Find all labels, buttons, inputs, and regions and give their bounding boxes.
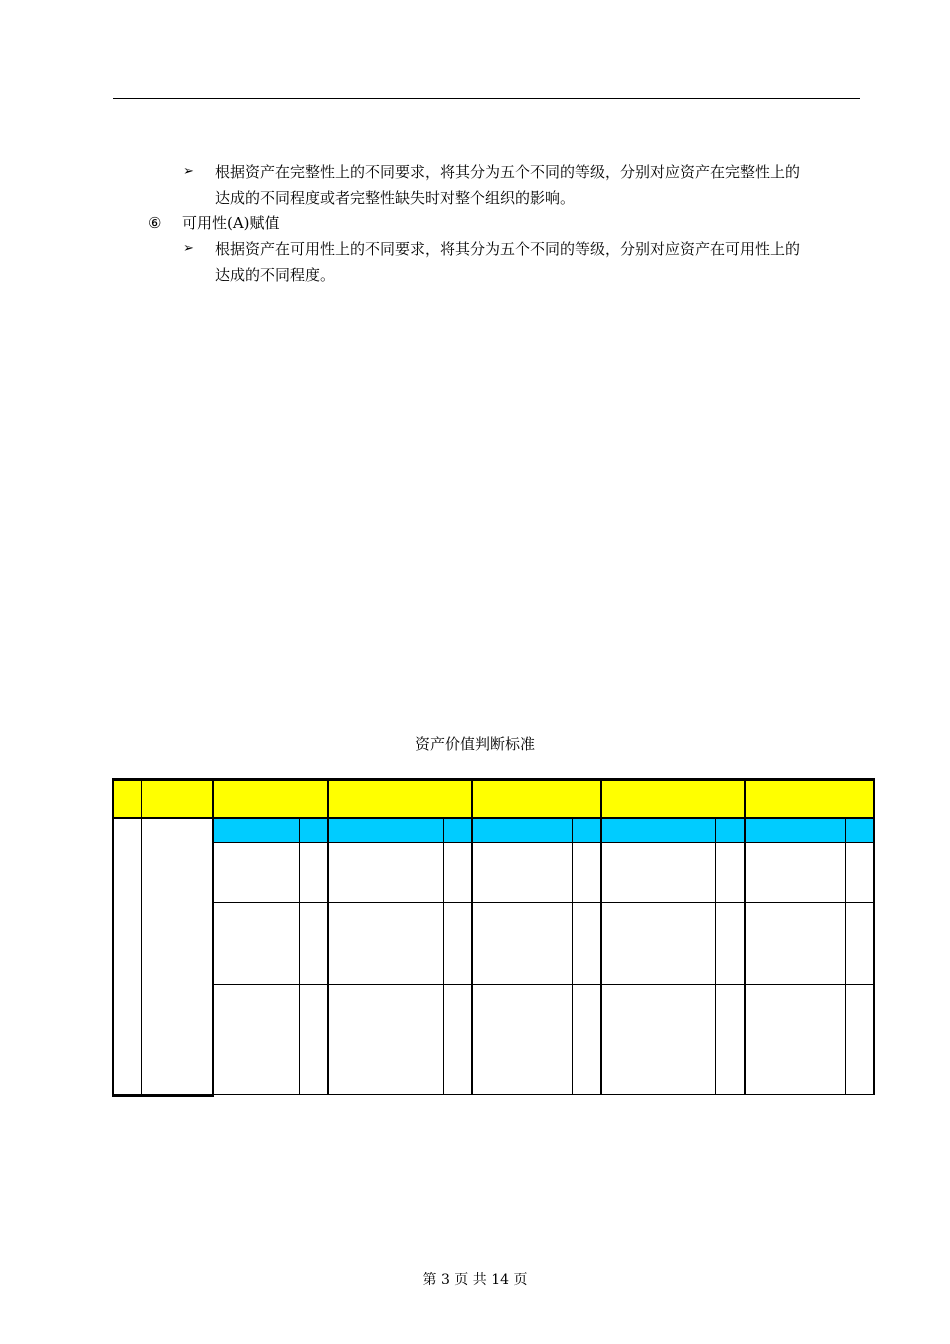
table-header-row <box>112 779 875 818</box>
page-footer: 第 3 页 共 14 页 <box>422 1272 528 1288</box>
table-rule <box>213 1094 875 1095</box>
table-rule <box>112 817 875 819</box>
table-rule <box>213 842 875 843</box>
table-rule <box>443 818 444 1095</box>
table-rule <box>600 778 602 1095</box>
table-rule <box>715 818 716 1095</box>
header-rule <box>113 98 860 99</box>
table-rule <box>471 778 473 1095</box>
bullet-arrow-icon: ➢ <box>183 164 194 179</box>
table-rule <box>299 818 300 1095</box>
table-rule <box>327 778 329 1095</box>
bullet-arrow-icon: ➢ <box>183 241 194 256</box>
table-rule <box>572 818 573 1095</box>
table-border-left <box>112 778 114 1097</box>
table-rule <box>141 778 142 1096</box>
section-marker: ⑥ <box>148 214 162 232</box>
table-rule <box>212 778 214 1097</box>
integrity-bullet-line-1: 根据资产在完整性上的不同要求，将其分为五个不同的等级，分别对应资产在完整性上的 <box>215 163 801 181</box>
table-rule <box>213 984 875 985</box>
table-border-top <box>112 778 875 781</box>
table-rule <box>213 902 875 903</box>
table-title: 资产价值判断标准 <box>414 735 535 753</box>
table-border-right <box>873 778 875 1095</box>
availability-heading: 可用性(A)赋值 <box>182 214 280 232</box>
table-rule <box>744 778 746 1095</box>
table-border-bottom <box>112 1094 214 1097</box>
table-subheader-row <box>213 819 875 842</box>
availability-bullet-line-1: 根据资产在可用性上的不同要求，将其分为五个不同的等级，分别对应资产在可用性上的 <box>215 240 801 258</box>
availability-bullet-line-2: 达成的不同程度。 <box>215 266 336 284</box>
integrity-bullet-line-2: 达成的不同程度或者完整性缺失时对整个组织的影响。 <box>215 189 576 207</box>
table-rule <box>845 818 846 1095</box>
